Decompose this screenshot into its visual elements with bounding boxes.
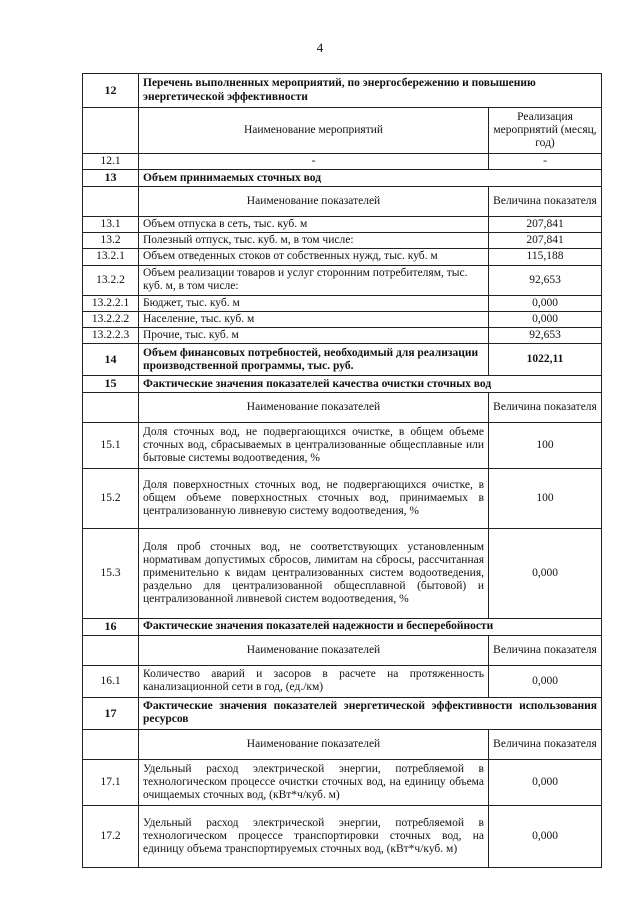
column-header-name: Наименование показателей	[139, 729, 489, 759]
row-number: 15.2	[83, 469, 139, 529]
row-name: Объем реализации товаров и услуг сторонним потребителям, тыс. куб. м, в том числе:	[139, 265, 489, 295]
empty-cell	[83, 393, 139, 423]
table-row	[83, 423, 602, 469]
column-header-row	[83, 187, 602, 217]
row-number: 13.2.2.2	[83, 311, 139, 327]
row-value: -	[489, 154, 602, 170]
row-value: 100	[489, 423, 602, 469]
empty-cell	[83, 729, 139, 759]
row-name: Удельный расход электрической энергии, потребляемой в технологическом процессе транспортировки сточных вод, на единицу объема транспортируемых сточных вод, (кВт*ч/куб. м)	[139, 805, 489, 867]
table-row	[83, 529, 602, 619]
row-number: 17.1	[83, 759, 139, 805]
section-number: 16	[83, 619, 139, 636]
section-title: Фактические значения показателей энергетической эффективности использования ресурсов	[139, 697, 602, 729]
row-value: 207,841	[489, 217, 602, 233]
column-header-value: Величина показателя	[489, 393, 602, 423]
row-value: 0,000	[489, 311, 602, 327]
section-header-14	[83, 344, 602, 376]
empty-cell	[83, 635, 139, 665]
table-row	[83, 311, 602, 327]
section-title: Фактические значения показателей качества очистки сточных вод	[139, 376, 602, 393]
column-header-value: Величина показателя	[489, 635, 602, 665]
table-row	[83, 154, 602, 170]
row-value: 0,000	[489, 805, 602, 867]
row-value: 0,000	[489, 529, 602, 619]
table-row	[83, 469, 602, 529]
column-header-name: Наименование показателей	[139, 393, 489, 423]
section-header-13	[83, 170, 602, 187]
row-name: Объем отведенных стоков от собственных нужд, тыс. куб. м	[139, 249, 489, 265]
row-name: Доля поверхностных сточных вод, не подвергающихся очистке, в общем объеме поверхностных сточных вод, принимаемых в централизованную ливневую систему водоотведения, %	[139, 469, 489, 529]
row-value: 92,653	[489, 328, 602, 344]
row-value: 0,000	[489, 759, 602, 805]
row-number: 13.2	[83, 233, 139, 249]
section-title: Перечень выполненных мероприятий, по энергосбережению и повышению энергетической эффективности	[139, 74, 602, 108]
section-title: Объем финансовых потребностей, необходимый для реализации производственной программы, тыс. руб.	[139, 344, 489, 376]
row-name: Бюджет, тыс. куб. м	[139, 295, 489, 311]
row-name: Население, тыс. куб. м	[139, 311, 489, 327]
row-value: 1022,11	[489, 344, 602, 376]
empty-cell	[83, 108, 139, 154]
column-header-row	[83, 393, 602, 423]
empty-cell	[83, 187, 139, 217]
section-header-16	[83, 619, 602, 636]
column-header-row	[83, 635, 602, 665]
table-row	[83, 295, 602, 311]
column-header-name: Наименование показателей	[139, 187, 489, 217]
table-row	[83, 805, 602, 867]
row-name: -	[139, 154, 489, 170]
row-value: 207,841	[489, 233, 602, 249]
section-number: 14	[83, 344, 139, 376]
row-name: Объем отпуска в сеть, тыс. куб. м	[139, 217, 489, 233]
section-header-12	[83, 74, 602, 108]
row-number: 12.1	[83, 154, 139, 170]
table-row	[83, 249, 602, 265]
row-number: 13.2.2.3	[83, 328, 139, 344]
row-number: 15.1	[83, 423, 139, 469]
row-name: Количество аварий и засоров в расчете на протяженность канализационной сети в год, (ед./км)	[139, 665, 489, 697]
row-number: 17.2	[83, 805, 139, 867]
row-number: 13.2.1	[83, 249, 139, 265]
row-value: 100	[489, 469, 602, 529]
page-number: 4	[316, 40, 324, 55]
row-value: 115,188	[489, 249, 602, 265]
column-header-value: Величина показателя	[489, 187, 602, 217]
column-header-name: Наименование мероприятий	[139, 108, 489, 154]
section-title: Объем принимаемых сточных вод	[139, 170, 602, 187]
row-name: Полезный отпуск, тыс. куб. м, в том числе:	[139, 233, 489, 249]
row-number: 13.2.2	[83, 265, 139, 295]
row-name: Удельный расход электрической энергии, потребляемой в технологическом процессе очистки сточных вод, на единицу объема очищаемых сточных вод, (кВт*ч/куб. м)	[139, 759, 489, 805]
column-header-value: Величина показателя	[489, 729, 602, 759]
table-row	[83, 217, 602, 233]
table-row	[83, 265, 602, 295]
column-header-name: Наименование показателей	[139, 635, 489, 665]
row-number: 13.1	[83, 217, 139, 233]
section-title: Фактические значения показателей надежности и бесперебойности	[139, 619, 602, 636]
row-number: 16.1	[83, 665, 139, 697]
table-row	[83, 665, 602, 697]
section-number: 13	[83, 170, 139, 187]
row-value: 0,000	[489, 665, 602, 697]
section-header-15	[83, 376, 602, 393]
column-header-value: Реализация мероприятий (месяц, год)	[489, 108, 602, 154]
table-row	[83, 233, 602, 249]
row-value: 0,000	[489, 295, 602, 311]
row-name: Доля сточных вод, не подвергающихся очистке, в общем объеме сточных вод, сбрасываемых в централизованные общесплавные или бытовые системы водоотведения, %	[139, 423, 489, 469]
table-row	[83, 328, 602, 344]
section-number: 15	[83, 376, 139, 393]
column-header-row	[83, 108, 602, 154]
row-number: 13.2.2.1	[83, 295, 139, 311]
section-header-17	[83, 697, 602, 729]
row-number: 15.3	[83, 529, 139, 619]
column-header-row	[83, 729, 602, 759]
row-value: 92,653	[489, 265, 602, 295]
report-table	[82, 73, 602, 868]
row-name: Прочие, тыс. куб. м	[139, 328, 489, 344]
table-row	[83, 759, 602, 805]
section-number: 12	[83, 74, 139, 108]
row-name: Доля проб сточных вод, не соответствующих установленным нормативам допустимых сбросов, лимитам на сбросы, рассчитанная применительно к видам централизованных систем водоотведения, раздельно для централизованной общесплавной (бытовой) и централизованной ливневой систем водоотведения, %	[139, 529, 489, 619]
section-number: 17	[83, 697, 139, 729]
